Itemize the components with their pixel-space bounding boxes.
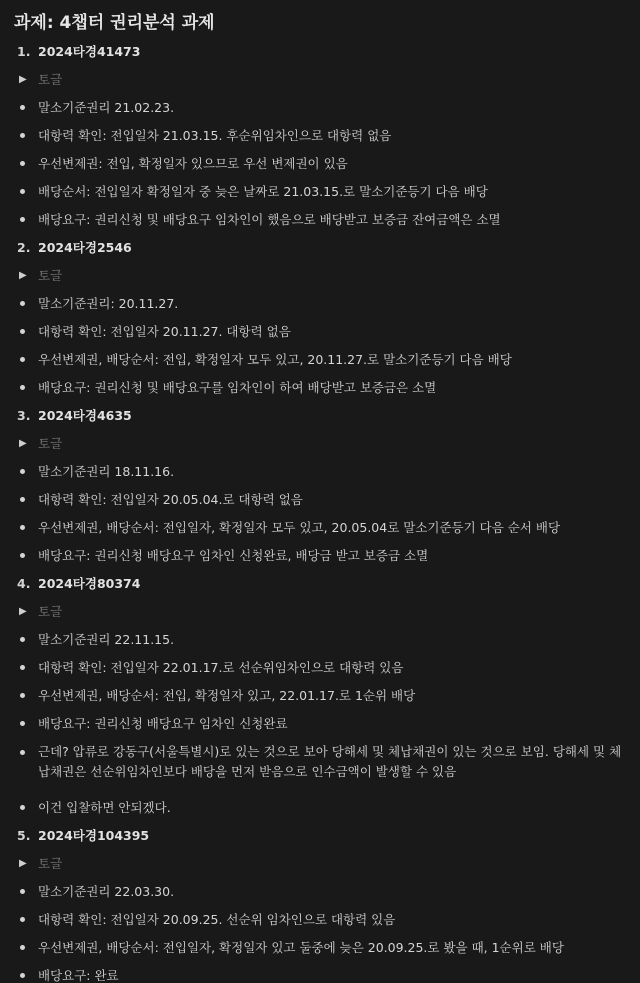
item-text: 배당요구: 권리신청 배당요구 임차인 신청완료, 배당금 받고 보증금 소멸 [38,548,429,563]
bullet-item [0,206,640,234]
list-number: 5. [17,828,31,843]
item-text: 대항력 확인: 전입일자 20.11.27. 대항력 없음 [38,324,291,339]
bullet-dot-icon [20,693,25,698]
bullet-dot-icon [20,133,25,138]
bullet-item [0,626,640,654]
numbered-item [0,402,640,430]
list-number: 4. [17,576,31,591]
item-text: 대항력 확인: 전입일자 20.05.04.로 대항력 없음 [38,492,303,507]
item-text: 우선변제권, 배당순서: 전입, 확정일자 모두 있고, 20.11.27.로 말소기준등기 다음 배당 [38,352,512,367]
bullet-item [0,122,640,150]
item-text: 배당순서: 전입일자 확정일자 중 늦은 날짜로 21.03.15.로 말소기준등기 다음 배당 [38,184,488,199]
numbered-item [0,570,640,598]
bullet-item [0,150,640,178]
bullet-dot-icon [20,721,25,726]
item-text: 우선변제권: 전입, 확정일자 있으므로 우선 변제권이 있음 [38,156,348,171]
triangle-right-icon[interactable]: ▶ [19,74,27,85]
bullet-dot-icon [20,329,25,334]
numbered-item [0,234,640,262]
bullet-dot-icon [20,357,25,362]
bullet-item [0,346,640,374]
bullet-item [0,374,640,402]
bullet-dot-icon [20,497,25,502]
bullet-item [0,514,640,542]
bullet-item [0,486,640,514]
item-text: 이건 입찰하면 안되겠다. [38,800,171,815]
bullet-item [0,654,640,682]
page-title: 과제: 4챕터 권리분석 과제 [14,13,215,33]
bullet-item [0,682,640,710]
toggle-block[interactable] [0,850,640,878]
toggle-label: 토글 [38,72,63,87]
bullet-dot-icon [20,750,25,755]
bullet-dot-icon [20,889,25,894]
list-number: 3. [17,408,31,423]
item-text: 말소기준권리 18.11.16. [38,464,175,479]
toggle-block[interactable] [0,262,640,290]
bullet-item [0,458,640,486]
bullet-dot-icon [20,217,25,222]
toggle-label: 토글 [38,856,63,871]
bullet-dot-icon [20,637,25,642]
bullet-dot-icon [20,161,25,166]
bullet-dot-icon [20,917,25,922]
bullet-item [0,710,640,738]
item-text: 우선변제권, 배당순서: 전입, 확정일자 있고, 22.01.17.로 1순위 배당 [38,688,416,703]
bullet-item [0,178,640,206]
numbered-item [0,822,640,850]
bullet-dot-icon [20,469,25,474]
item-text: 2024타경104395 [38,828,150,843]
bullet-item [0,94,640,122]
item-text: 2024타경4635 [38,408,132,423]
item-text: 대항력 확인: 전입일차 21.03.15. 후순위임차인으로 대항력 없음 [38,128,392,143]
item-text: 말소기준권리 22.03.30. [38,884,175,899]
toggle-block[interactable] [0,430,640,458]
bullet-item [0,542,640,570]
item-text: 대항력 확인: 전입일자 20.09.25. 선순위 임차인으로 대항력 있음 [38,912,396,927]
bullet-dot-icon [20,805,25,810]
bullet-item [0,962,640,983]
bullet-dot-icon [20,665,25,670]
bullet-item [0,878,640,906]
triangle-right-icon[interactable]: ▶ [19,270,27,281]
item-text: 2024타경2546 [38,240,132,255]
bullet-dot-icon [20,105,25,110]
bullet-item [0,794,640,822]
bullet-item [0,738,640,786]
item-text: 배당요구: 완료 [38,968,119,983]
item-text: 말소기준권리: 20.11.27. [38,296,179,311]
toggle-label: 토글 [38,268,63,283]
toggle-block[interactable] [0,66,640,94]
item-text: 말소기준권리 22.11.15. [38,632,175,647]
item-text: 우선변제권, 배당순서: 전입일자, 확정일자 있고 둘중에 늦은 20.09.25.로 봤을 때, 1순위로 배당 [38,940,564,955]
item-text: 말소기준권리 21.02.23. [38,100,175,115]
item-text: 우선변제권, 배당순서: 전입일자, 확정일자 모두 있고, 20.05.04로 말소기준등기 다음 순서 배당 [38,520,561,535]
bullet-dot-icon [20,553,25,558]
bullet-item [0,934,640,962]
bullet-item [0,290,640,318]
item-text: 2024타경41473 [38,44,141,59]
bullet-dot-icon [20,301,25,306]
toggle-block[interactable] [0,598,640,626]
toggle-label: 토글 [38,604,63,619]
numbered-item [0,38,640,66]
triangle-right-icon[interactable]: ▶ [19,438,27,449]
item-text: 배당요구: 권리신청 및 배당요구를 임차인이 하여 배당받고 보증금은 소멸 [38,380,437,395]
item-text: 근데? 압류로 강동구(서울특별시)로 있는 것으로 보아 당해세 및 체납채권이 있는 것으로 보임. 당해세 및 체납채권은 선순위임차인보다 배당을 먼저 받음으로 인수금액이 발생할 수 있음 [38,744,622,779]
list-number: 2. [17,240,31,255]
bullet-dot-icon [20,973,25,978]
item-text: 2024타경80374 [38,576,141,591]
list-number: 1. [17,44,31,59]
bullet-dot-icon [20,189,25,194]
bullet-item [0,318,640,346]
item-text: 배당요구: 권리신청 및 배당요구 임차인이 했음으로 배당받고 보증금 잔여금액은 소멸 [38,212,501,227]
bullet-dot-icon [20,525,25,530]
triangle-right-icon[interactable]: ▶ [19,606,27,617]
toggle-label: 토글 [38,436,63,451]
triangle-right-icon[interactable]: ▶ [19,858,27,869]
bullet-dot-icon [20,945,25,950]
bullet-dot-icon [20,385,25,390]
item-text: 대항력 확인: 전입일자 22.01.17.로 선순위임차인으로 대항력 있음 [38,660,404,675]
item-text: 배당요구: 권리신청 배당요구 임차인 신청완료 [38,716,288,731]
bullet-item [0,906,640,934]
